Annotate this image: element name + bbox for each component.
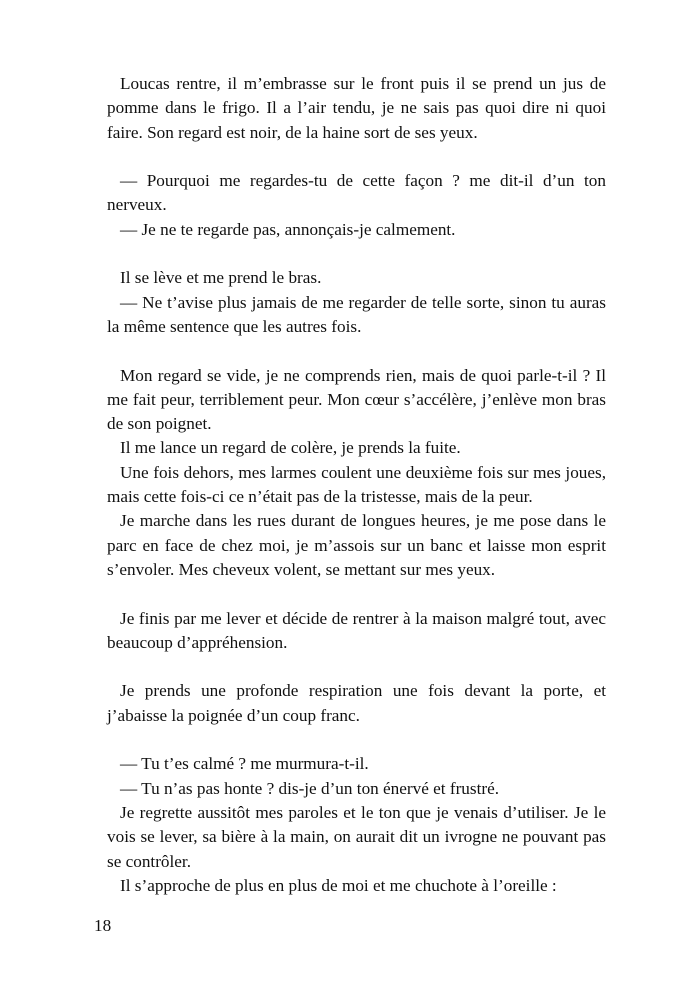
paragraph: Une fois dehors, mes larmes coulent une deuxième fois sur mes joues, mais cette fois-ci ce n’était pas de la tristesse, mais de la peur. — [107, 462, 606, 507]
paragraph-gap — [107, 339, 606, 363]
paragraph: Je regrette aussitôt mes paroles et le ton que je venais d’utiliser. Je le vois se lever, sa bière à la main, on aurait dit un ivrogne ne pouvant pas se contrôler. — [107, 802, 606, 871]
paragraph: Il se lève et me prend le bras. — [120, 268, 322, 288]
paragraph: Je prends une profonde respiration une fois devant la porte, et j’abaisse la poignée d’un coup franc. — [107, 681, 606, 725]
dialogue-line: — Tu n’as pas honte ? dis-je d’un ton énervé et frustré. — [120, 778, 499, 798]
paragraph: Loucas rentre, il m’embrasse sur le front puis il se prend un jus de pomme dans le frigo. Il a l’air tendu, je ne sais pas quoi dire ni quoi faire. Son regard est noir, de la haine sort de ses yeux. — [107, 74, 606, 142]
page-number: 18 — [94, 916, 112, 935]
paragraph: Je finis par me lever et décide de rentrer à la maison malgré tout, avec beaucoup d’appréhension. — [107, 608, 606, 652]
dialogue-line: — Ne t’avise plus jamais de me regarder de telle sorte, sinon tu auras la même sentence que les autres fois. — [107, 292, 606, 336]
paragraph: Je marche dans les rues durant de longues heures, je me pose dans le parc en face de chez moi, je m’assois sur un banc et laisse mon esprit s’envoler. Mes cheveux volent, se mettant sur mes yeux. — [107, 511, 606, 579]
paragraph: Mon regard se vide, je ne comprends rien, mais de quoi parle-t-il ? Il me fait peur, terriblement peur. Mon cœur s’accélère, j’enlève mon bras de son poignet. — [107, 365, 606, 434]
paragraph-gap — [107, 145, 606, 169]
dialogue-line: — Je ne te regarde pas, annonçais-je calmement. — [120, 219, 456, 239]
paragraph-gap — [107, 242, 606, 266]
page-body — [107, 72, 606, 898]
paragraph-gap — [107, 728, 606, 752]
dialogue-line: — Tu t’es calmé ? me murmura-t-il. — [120, 754, 369, 774]
paragraph-gap — [107, 582, 606, 606]
paragraph: Il me lance un regard de colère, je prends la fuite. — [120, 438, 461, 458]
paragraph: Il s’approche de plus en plus de moi et me chuchote à l’oreille : — [120, 875, 557, 895]
dialogue-line: — Pourquoi me regardes-tu de cette façon ? me dit-il d’un ton nerveux. — [107, 171, 606, 215]
paragraph-gap — [107, 655, 606, 679]
